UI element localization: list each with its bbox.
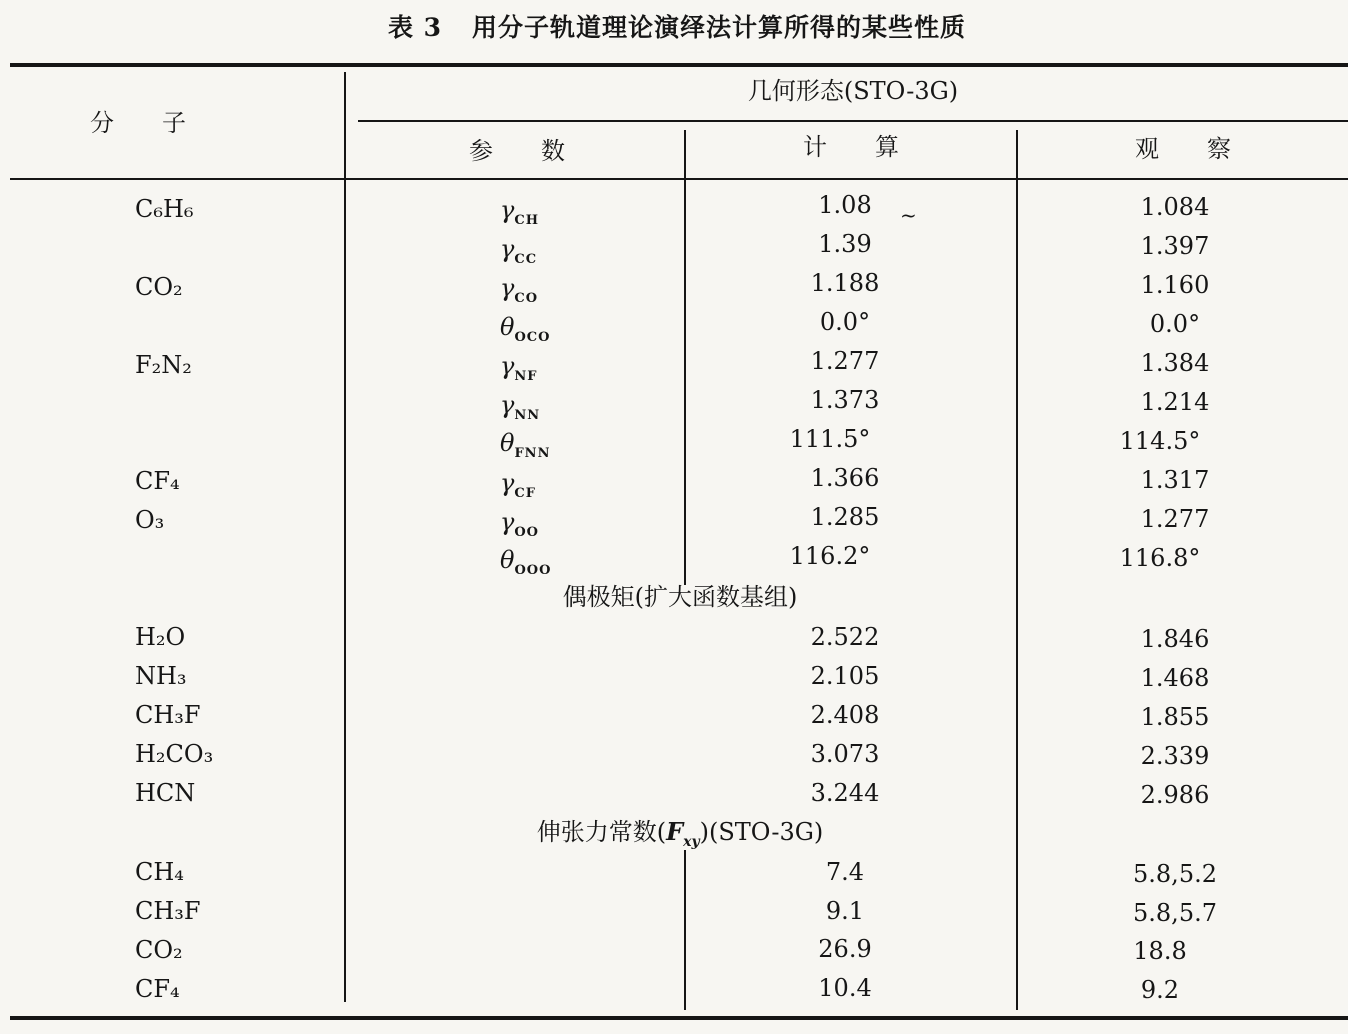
obs-value: 1.384: [1140, 349, 1210, 377]
calc-value: 1.277: [810, 347, 880, 375]
obs-value: 1.317: [1140, 466, 1210, 494]
mol-ch4: CH₄: [135, 858, 184, 886]
bottom-rule: [10, 1016, 1348, 1020]
header-rule: [10, 178, 1348, 180]
obs-value: 1.846: [1140, 625, 1210, 653]
param-row: $\theta_{FNN}$: [500, 429, 551, 461]
obs-value: 5.8,5.7: [1133, 899, 1217, 927]
header-parameter: 参 数: [469, 137, 565, 165]
calc-value: 10.4: [818, 974, 872, 1002]
mol-hcn: HCN: [135, 779, 196, 807]
header-observed: 观 察: [1135, 135, 1231, 163]
param-row: $\gamma_{NN}$: [500, 391, 541, 423]
mol-ch3f-force: CH₃F: [135, 897, 201, 925]
obs-value: 116.8°: [1119, 544, 1201, 572]
obs-value: 1.277: [1140, 505, 1210, 533]
mol-h2o: H₂O: [135, 623, 186, 651]
mol-co2-force: CO₂: [135, 936, 183, 964]
mol-o3: O₃: [135, 506, 165, 534]
obs-value: 2.986: [1140, 781, 1210, 809]
calc-value: 2.522: [810, 623, 880, 651]
obs-value: 1.397: [1140, 232, 1210, 260]
geometry-rule: [358, 120, 1348, 122]
obs-value: 1.214: [1140, 388, 1210, 416]
obs-value: 1.855: [1140, 703, 1210, 731]
dipole-heading: 偶极矩(扩大函数基组): [562, 583, 798, 611]
param-row: $\gamma_{CC}$: [500, 235, 538, 267]
obs-value: 1.160: [1140, 271, 1210, 299]
mol-nh3: NH₃: [135, 662, 187, 690]
calc-value: 1.188: [810, 269, 880, 297]
molecule-divider: [344, 72, 346, 1002]
calc-value: 2.408: [810, 701, 880, 729]
table-caption: 用分子轨道理论演绎法计算所得的某些性质: [472, 13, 967, 42]
mol-h2co3: H₂CO₃: [135, 740, 214, 768]
calc-value: 1.285: [810, 503, 880, 531]
table-title: [0, 8, 1348, 44]
param-row: $\gamma_{CO}$: [500, 274, 539, 306]
mol-cf4: CF₄: [135, 467, 180, 495]
param-row: $\gamma_{OO}$: [500, 508, 539, 540]
param-row: $\theta_{OCO}$: [500, 313, 551, 345]
calc-value: 9.1: [825, 897, 865, 925]
obs-value: 18.8: [1133, 937, 1187, 965]
obs-value: 9.2: [1140, 976, 1180, 1004]
calc-value: 1.08: [818, 191, 872, 219]
calc-value: 3.244: [810, 779, 880, 807]
force-heading: 伸张力常数$(F_{xy})(STO-3G)$: [536, 817, 824, 850]
mol-ch3f: CH₃F: [135, 701, 201, 729]
obs-value: 114.5°: [1119, 427, 1201, 455]
obs-value: 1.084: [1140, 193, 1210, 221]
calc-value: 1.366: [810, 464, 880, 492]
obs-value: 2.339: [1140, 742, 1210, 770]
calc-value: 26.9: [818, 935, 872, 963]
header-calculated: 计 算: [803, 133, 899, 161]
param-divider-bottom: [684, 850, 686, 1010]
param-row: $\gamma_{CF}$: [500, 469, 536, 501]
mol-f2n2: F₂N₂: [135, 351, 192, 379]
mol-cf4-force: CF₄: [135, 975, 180, 1003]
calc-value: 3.073: [810, 740, 880, 768]
calc-value: 0.0°: [819, 308, 871, 336]
calc-value: 7.4: [825, 858, 865, 886]
calc-value: 111.5°: [789, 425, 871, 453]
calc-value: 2.105: [810, 662, 880, 690]
mol-c6h6: C₆H₆: [135, 195, 194, 223]
obs-value: 5.8,5.2: [1133, 860, 1217, 888]
calc-value: 1.373: [810, 386, 880, 414]
calc-value: 116.2°: [789, 542, 871, 570]
header-molecule: 分 子: [90, 109, 186, 137]
param-row: $\gamma_{CH}$: [500, 196, 539, 228]
param-row: $\gamma_{NF}$: [500, 352, 538, 384]
param-row: $\theta_{OOO}$: [500, 546, 552, 578]
obs-value: 1.468: [1140, 664, 1210, 692]
mol-co2: CO₂: [135, 273, 183, 301]
table-number: 表 3: [387, 13, 443, 42]
header-geometry: 几何形态(STO-3G): [747, 77, 959, 105]
stray-mark: ~: [900, 203, 917, 227]
obs-value: 0.0°: [1149, 310, 1201, 338]
calc-divider: [1016, 130, 1018, 1010]
calc-value: 1.39: [818, 230, 872, 258]
param-divider-top: [684, 130, 686, 585]
top-rule: [10, 63, 1348, 67]
